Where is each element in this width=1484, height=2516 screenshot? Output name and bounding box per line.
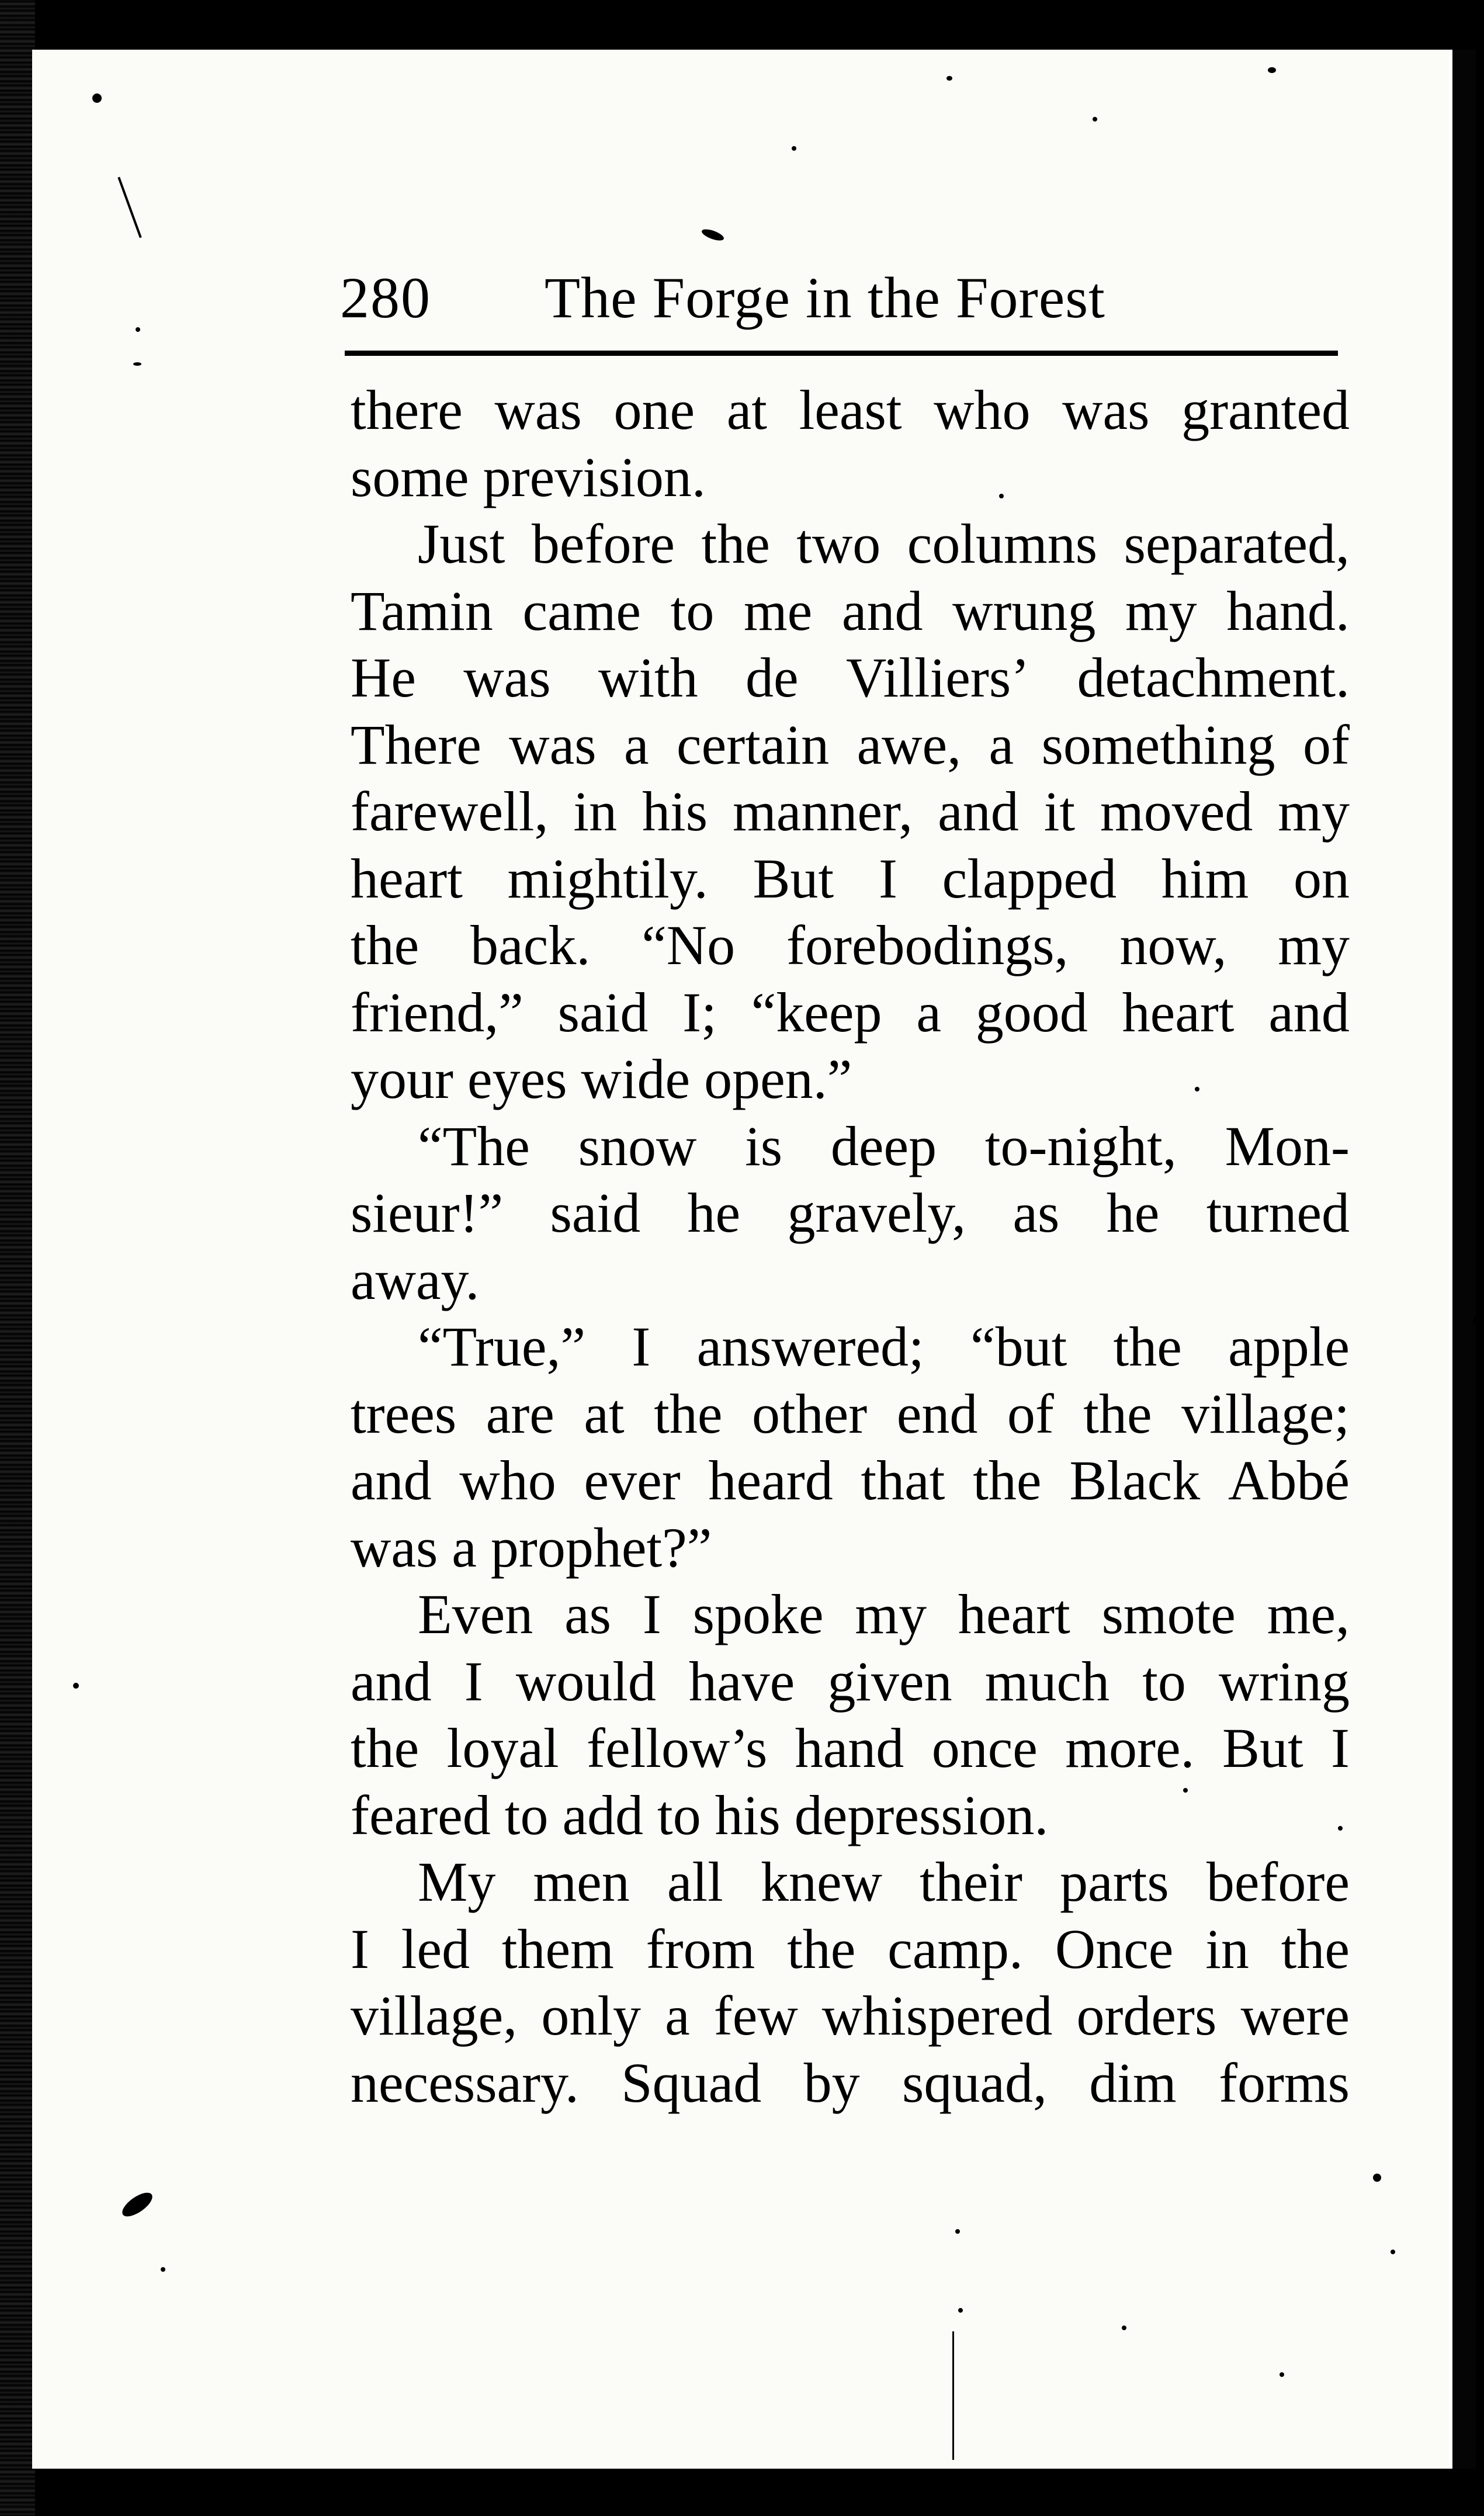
text-line [351, 2050, 1350, 2117]
text-word: and [1268, 980, 1350, 1044]
text-word: once [931, 1717, 1038, 1779]
text-word: hand [795, 1717, 904, 1779]
page-number: 280 [340, 265, 431, 330]
text-word: heart [1122, 980, 1235, 1044]
text-word: the [351, 914, 419, 976]
text-word: knew [760, 1850, 882, 1913]
text-word: orders [1076, 1984, 1217, 2047]
text-line [351, 1916, 1350, 1983]
body-text [351, 377, 1350, 2116]
text-word: only [541, 1984, 641, 2047]
text-word: smote [1101, 1583, 1236, 1645]
text-word: necessary. [351, 2051, 579, 2114]
text-word: I [642, 1583, 661, 1645]
text-word: But [753, 847, 834, 910]
text-word: heart [351, 847, 463, 910]
text-word: two [796, 512, 881, 575]
text-word: I; [682, 980, 717, 1044]
text-word: my [1125, 579, 1197, 642]
text-word: Black [1069, 1449, 1201, 1512]
text-word: good [975, 980, 1088, 1044]
text-word: my [1278, 914, 1350, 976]
text-word: there [351, 379, 463, 441]
text-word: snow [578, 1114, 697, 1177]
text-word: heart [958, 1583, 1070, 1645]
text-word: is [745, 1114, 783, 1177]
text-word: the [1083, 1382, 1152, 1445]
text-word: spoke [692, 1583, 824, 1645]
text-word: Once [1055, 1917, 1174, 1980]
text-line [351, 1581, 1350, 1648]
text-word: But [1222, 1717, 1303, 1779]
text-line [351, 1447, 1350, 1515]
text-line [351, 1715, 1350, 1782]
text-line [351, 511, 1350, 578]
text-word: detachment. [1077, 646, 1350, 709]
text-word: on [1294, 847, 1350, 910]
scan-hair [952, 2331, 954, 2460]
text-word: moved [1100, 780, 1253, 843]
text-line [351, 1983, 1350, 2050]
text-line [351, 1046, 1350, 1113]
text-word: certain [677, 713, 830, 776]
text-word: hand. [1226, 579, 1350, 642]
text-word: as [1013, 1181, 1060, 1244]
text-word: sieur!” [351, 1181, 504, 1244]
text-word: a [989, 713, 1014, 776]
text-word: given [827, 1649, 952, 1713]
text-word: “True,” [418, 1315, 586, 1378]
text-line [351, 1515, 1350, 1582]
text-word: all [667, 1850, 723, 1913]
text-word: my [1278, 780, 1350, 843]
text-word: de [746, 646, 799, 709]
text-word: them [501, 1917, 614, 1980]
text-word: columns [907, 512, 1098, 575]
text-word: I [464, 1649, 483, 1713]
text-word: the [787, 1917, 856, 1980]
text-word: and [351, 1449, 432, 1512]
text-word: Villiers’ [846, 646, 1030, 709]
text-line [351, 845, 1350, 913]
text-word: I [632, 1315, 651, 1378]
text-line [351, 778, 1350, 845]
text-word: me [743, 579, 813, 642]
text-word: Squad [621, 2051, 762, 2114]
text-word: awe, [857, 713, 962, 776]
text-word: at [726, 379, 767, 441]
text-word: men [533, 1850, 630, 1913]
text-word: loyal [446, 1717, 559, 1779]
text-word: are [486, 1382, 554, 1445]
book-title: The Forge in the Forest [545, 265, 1105, 330]
text-word: squad, [902, 2051, 1047, 2114]
text-word: Even [418, 1583, 533, 1645]
text-word: few [713, 1984, 798, 2047]
text-word: parts [1060, 1850, 1169, 1913]
text-word: forebodings, [786, 914, 1069, 976]
text-word: There [351, 713, 481, 776]
text-word: village; [1181, 1382, 1350, 1445]
text-word: manner, [733, 780, 913, 843]
text-line [351, 377, 1350, 444]
text-word: ever [584, 1449, 681, 1512]
text-word: the [973, 1449, 1042, 1512]
text-word: end [896, 1382, 978, 1445]
text-word: fellow’s [587, 1717, 768, 1779]
text-word: I [878, 847, 897, 910]
text-word: a [665, 1984, 690, 2047]
text-word: that [861, 1449, 945, 1512]
text-line [351, 1247, 1350, 1314]
text-word: dim [1089, 2051, 1177, 2114]
text-word: and [351, 1649, 432, 1713]
text-word: from [646, 1917, 755, 1980]
text-word: trees [351, 1382, 457, 1445]
text-word: was [1062, 379, 1150, 441]
text-word: him [1161, 847, 1249, 910]
text-word: “but [970, 1315, 1067, 1378]
text-word: camp. [887, 1917, 1024, 1980]
text-word: to-night, [984, 1114, 1177, 1177]
text-word: a [916, 980, 941, 1044]
text-word: farewell, [351, 780, 549, 843]
text-line [351, 1113, 1350, 1180]
scan-left-edge [0, 0, 35, 2516]
text-word: his [642, 780, 708, 843]
text-line [351, 1849, 1350, 1916]
text-word: at [584, 1382, 625, 1445]
text-word: clapped [942, 847, 1117, 910]
text-word: who [934, 379, 1031, 441]
text-word: friend,” [351, 980, 523, 1044]
text-word: other [751, 1382, 868, 1445]
text-word: forms [1219, 2051, 1350, 2114]
text-line [351, 1180, 1350, 1247]
text-word: more. [1065, 1717, 1195, 1779]
scan-right-edge [1449, 50, 1476, 2469]
text-word: wring [1219, 1649, 1350, 1713]
text-word: led [401, 1917, 470, 1980]
text-word: would [515, 1649, 656, 1713]
text-word: was [509, 713, 597, 776]
text-word: mightily. [507, 847, 708, 910]
text-word: their [920, 1850, 1022, 1913]
text-word: back. [470, 914, 591, 976]
text-word: the [654, 1382, 723, 1445]
text-word: and [841, 579, 923, 642]
text-word: the [351, 1717, 419, 1779]
text-line [351, 578, 1350, 645]
text-word: granted [1181, 379, 1350, 441]
text-word: to [1142, 1649, 1186, 1713]
text-word: now, [1119, 914, 1227, 976]
text-word: as [564, 1583, 612, 1645]
text-word: me, [1267, 1583, 1350, 1645]
text-word: whispered [821, 1984, 1053, 2047]
text-word: gravely, [787, 1181, 966, 1244]
text-word: before [531, 512, 675, 575]
text-word: was [463, 646, 551, 709]
text-word: by [803, 2051, 860, 2114]
text-word: Just [418, 512, 505, 575]
text-word: away. [351, 1248, 480, 1311]
text-word: said [550, 1181, 641, 1244]
text-word: the [701, 512, 770, 575]
text-line [351, 1648, 1350, 1716]
text-word: village, [351, 1984, 518, 2047]
text-word: deep [830, 1114, 937, 1177]
text-word: turned [1206, 1181, 1350, 1244]
text-word: “keep [751, 980, 882, 1044]
text-line [351, 444, 1350, 511]
text-word: feared to add to his depression. [351, 1783, 1049, 1846]
text-word: heard [708, 1449, 833, 1512]
text-line [351, 712, 1350, 779]
header-rule [345, 351, 1338, 356]
text-word: least [799, 379, 902, 441]
text-word: “The [418, 1114, 530, 1177]
text-word: was a prophet?” [351, 1516, 712, 1579]
text-word: before [1206, 1850, 1350, 1913]
text-word: much [984, 1649, 1110, 1713]
text-word: wrung [952, 579, 1096, 642]
text-word: of [1302, 713, 1350, 776]
text-line [351, 912, 1350, 979]
text-word: Mon- [1225, 1114, 1350, 1177]
text-word: in [573, 780, 618, 843]
text-word: I [351, 1917, 369, 1980]
text-word: Abbé [1228, 1449, 1350, 1512]
text-word: I [1331, 1717, 1350, 1779]
text-word: He [351, 646, 416, 709]
text-word: some prevision. [351, 445, 706, 508]
text-word: answered; [696, 1315, 924, 1378]
text-word: My [418, 1850, 496, 1913]
text-word: came [522, 579, 642, 642]
text-word: was [494, 379, 582, 441]
text-word: “No [642, 914, 736, 976]
text-word: something [1041, 713, 1275, 776]
text-word: with [598, 646, 698, 709]
text-word: a [623, 713, 649, 776]
text-word: Tamin [351, 579, 493, 642]
text-word: and [938, 780, 1019, 843]
text-word: who [459, 1449, 556, 1512]
running-head [317, 266, 1339, 336]
text-word: were [1240, 1984, 1350, 2047]
text-word: in [1205, 1917, 1249, 1980]
text-word: of [1007, 1382, 1054, 1445]
text-word: it [1043, 780, 1076, 843]
text-line [351, 1782, 1350, 1849]
text-word: my [855, 1583, 927, 1645]
text-line [351, 1314, 1350, 1381]
text-word: one [613, 379, 695, 441]
text-word: apple [1228, 1315, 1350, 1378]
text-word: separated, [1124, 512, 1350, 575]
text-line [351, 979, 1350, 1046]
text-word: said [557, 980, 649, 1044]
text-word: he [687, 1181, 741, 1244]
text-line [351, 644, 1350, 712]
text-word: he [1106, 1181, 1160, 1244]
text-word: the [1113, 1315, 1182, 1378]
text-line [351, 1381, 1350, 1448]
text-word: the [1281, 1917, 1350, 1980]
text-word: to [670, 579, 715, 642]
text-word: have [689, 1649, 795, 1713]
text-word: your eyes wide open.” [351, 1048, 852, 1110]
